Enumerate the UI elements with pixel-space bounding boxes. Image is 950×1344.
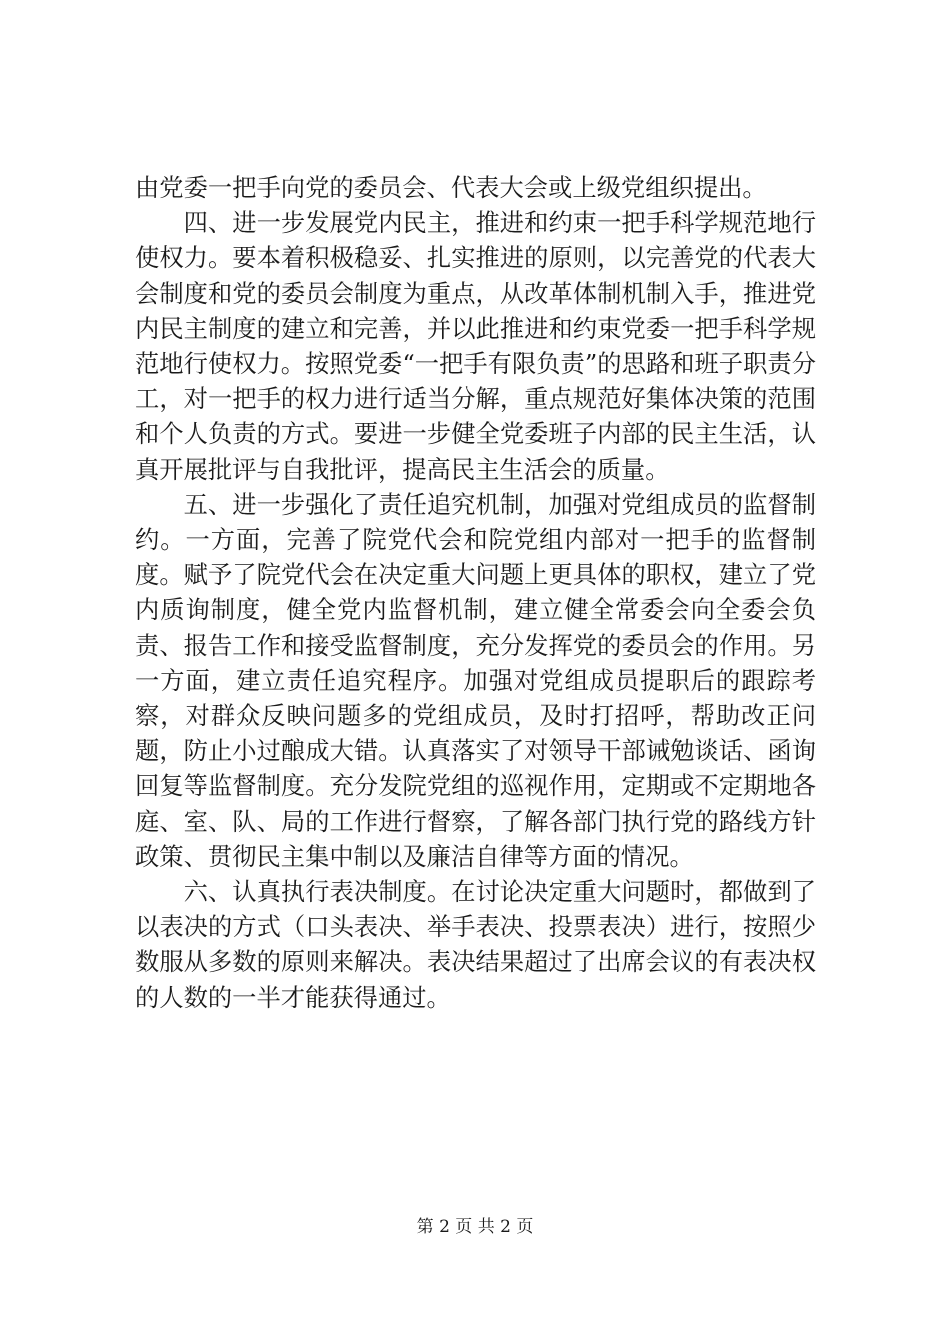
paragraph-section-six: 六、认真执行表决制度。在讨论决定重大问题时，都做到了以表决的方式（口头表决、举手表决、投票表决）进行，按照少数服从多数的原则来解决。表决结果超过了出席会议的有表决权的人数的一半才能获得通过。 — [135, 877, 816, 1012]
paragraph-section-five: 五、进一步强化了责任追究机制，加强对党组成员的监督制约。一方面，完善了院党代会和院党组内部对一把手的监督制度。赋予了院党代会在决定重大问题上更具体的职权，建立了党内质询制度，健全党内监督机制，建立健全常委会向全委会负责、报告工作和接受监督制度，充分发挥党的委员会的作用。另一方面，建立责任追究程序。加强对党组成员提职后的跟踪考察，对群众反映问题多的党组成员，及时打招呼，帮助改正问题，防止小过酿成大错。认真落实了对领导干部诫勉谈话、函询回复等监督制度。充分发院党组的巡视作用，定期或不定期地各庭、室、队、局的工作进行督察，了解各部门执行党的路线方针政策、贯彻民主集中制以及廉洁自律等方面的情况。 — [135, 489, 816, 871]
page-number-footer: 第 2 页 共 2 页 — [416, 1217, 534, 1237]
paragraph-section-four: 四、进一步发展党内民主，推进和约束一把手科学规范地行使权力。要本着积极稳妥、扎实推进的原则，以完善党的代表大会制度和党的委员会制度为重点，从改革体制机制入手，推进党内民主制度的建立和完善，并以此推进和约束党委一把手科学规范地行使权力。按照党委“一把手有限负责”的思路和班子职责分工，对一把手的权力进行适当分解，重点规范好集体决策的范围和个人负责的方式。要进一步健全党委班子内部的民主生活，认真开展批评与自我批评，提高民主生活会的质量。 — [135, 208, 816, 484]
document-body — [135, 170, 816, 1015]
paragraph-continuation: 由党委一把手向党的委员会、代表大会或上级党组织提出。 — [135, 173, 767, 202]
